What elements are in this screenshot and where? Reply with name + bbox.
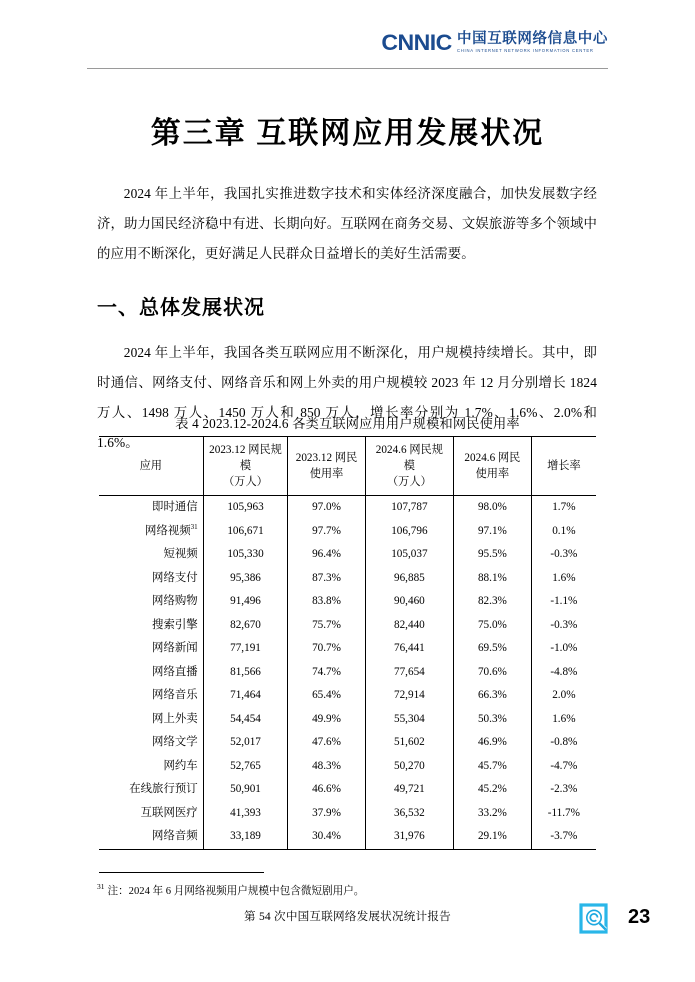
table-row xyxy=(99,567,596,591)
table-row xyxy=(99,520,596,544)
cell-size-2024: 82,440 xyxy=(365,614,453,638)
footer-report-title: 第 54 次中国互联网络发展状况统计报告 xyxy=(244,910,451,923)
cell-rate-2023: 87.3% xyxy=(288,567,365,591)
table-row xyxy=(99,802,596,826)
cell-rate-2024: 45.2% xyxy=(454,778,532,802)
header-rate-2024: 2024.6 网民 使用率 xyxy=(454,437,532,496)
table-row xyxy=(99,825,596,849)
cell-growth: -0.8% xyxy=(550,736,578,748)
table-row xyxy=(99,755,596,779)
page-number: 23 xyxy=(628,906,651,928)
cell-app: 网络购物 xyxy=(99,590,203,614)
cell-rate-2024: 50.3% xyxy=(454,708,532,732)
table-row xyxy=(99,661,596,685)
cell-rate-2024: 95.5% xyxy=(454,543,532,567)
header-growth: 增长率 xyxy=(531,437,596,496)
cell-rate-2024: 70.6% xyxy=(454,661,532,685)
cell-app: 在线旅行预订 xyxy=(99,778,203,802)
cell-size-2024: 96,885 xyxy=(365,567,453,591)
cell-size-2024: 105,037 xyxy=(365,543,453,567)
cell-app: 网络文学 xyxy=(99,731,203,755)
table-row xyxy=(99,496,596,520)
cell-growth: 1.6% xyxy=(552,712,576,725)
cell-app: 网络直播 xyxy=(99,661,203,685)
cell-growth: -4.8% xyxy=(550,665,578,678)
cell-rate-2023: 97.0% xyxy=(288,496,365,520)
cell-app: 短视频 xyxy=(99,543,203,567)
cell-size-2023: 52,017 xyxy=(203,731,288,755)
cell-rate-2024: 29.1% xyxy=(454,825,532,849)
cell-growth: -4.7% xyxy=(550,759,578,772)
cell-growth: -1.1% xyxy=(550,595,578,607)
cnnic-logo-english: CHINA INTERNET NETWORK INFORMATION CENTER xyxy=(457,48,594,54)
footnote-divider xyxy=(99,872,264,873)
cell-rate-2023: 83.8% xyxy=(288,590,365,614)
table-body xyxy=(99,496,596,850)
section-heading: 一、总体发展状况 xyxy=(97,296,265,319)
cell-size-2023: 33,189 xyxy=(203,825,288,849)
cell-rate-2024: 66.3% xyxy=(454,684,532,708)
cell-size-2024: 90,460 xyxy=(365,590,453,614)
table-row xyxy=(99,684,596,708)
cell-rate-2024: 97.1% xyxy=(454,520,532,544)
footnote xyxy=(97,884,577,900)
cell-rate-2024: 98.0% xyxy=(454,496,532,520)
table-row xyxy=(99,637,596,661)
cell-size-2023: 41,393 xyxy=(203,802,288,826)
page-header xyxy=(87,26,608,68)
cell-size-2024: 72,914 xyxy=(365,684,453,708)
cell-size-2024: 76,441 xyxy=(365,637,453,661)
cell-rate-2024: 88.1% xyxy=(454,567,532,591)
cell-app: 网络新闻 xyxy=(99,637,203,661)
cell-app: 网络音频 xyxy=(99,825,203,849)
cell-app: 网络视频$^{31}$ xyxy=(99,520,203,544)
table-row xyxy=(99,614,596,638)
table-header-row xyxy=(99,437,596,496)
table-row xyxy=(99,708,596,732)
cell-rate-2023: 96.4% xyxy=(288,543,365,567)
cell-growth: -11.7% xyxy=(547,806,580,819)
table-caption: 表 4 2023.12-2024.6 各类互联网应用用户规模和网民使用率 xyxy=(175,416,520,431)
table-row xyxy=(99,590,596,614)
cell-size-2023: 77,191 xyxy=(203,637,288,661)
app-usage-table xyxy=(99,436,596,850)
cell-rate-2024: 82.3% xyxy=(454,590,532,614)
cell-rate-2023: 74.7% xyxy=(288,661,365,685)
cell-rate-2024: 46.9% xyxy=(454,731,532,755)
intro-paragraph: 2024 年上半年，我国扎实推进数字技术和实体经济深度融合，加快发展数字经济，助力国民经济稳中有进、长期向好。互联网在商务交易、文娱旅游等多个领域中的应用不断深化，更好满足人民群众日益增长的美好生活需要。 xyxy=(97,186,597,262)
header-size-2024: 2024.6 网民规模 （万人） xyxy=(365,437,453,496)
cell-size-2023: 71,464 xyxy=(203,684,288,708)
cell-growth: -0.3% xyxy=(550,618,578,631)
cell-rate-2023: 49.9% xyxy=(288,708,365,732)
table-row xyxy=(99,543,596,567)
cell-growth: -3.7% xyxy=(531,825,596,849)
cell-size-2024: 55,304 xyxy=(365,708,453,732)
cell-growth: 1.6% xyxy=(552,571,576,584)
cell-rate-2023: 48.3% xyxy=(288,755,365,779)
header-size-2023: 2023.12 网民规模 （万人） xyxy=(203,437,288,496)
cell-rate-2023: 37.9% xyxy=(288,802,365,826)
cell-rate-2024: 33.2% xyxy=(454,802,532,826)
header-divider xyxy=(87,68,608,69)
cell-app: 搜索引擎 xyxy=(99,614,203,638)
cell-size-2024: 36,532 xyxy=(365,802,453,826)
cell-footnote-marker: 31 xyxy=(190,522,198,531)
cnnic-logo xyxy=(383,32,608,54)
cell-size-2024: 106,796 xyxy=(365,520,453,544)
cell-growth: 2.0% xyxy=(552,689,576,701)
header-rate-2023: 2023.12 网民 使用率 xyxy=(288,437,365,496)
table-header xyxy=(99,437,596,496)
cell-size-2023: 105,963 xyxy=(203,496,288,520)
cell-size-2023: 54,454 xyxy=(203,708,288,732)
cell-rate-2023: 46.6% xyxy=(288,778,365,802)
footnote-text: 注：2024 年 6 月网络视频用户规模中包含微短剧用户。 xyxy=(107,886,365,897)
chapter-title: 第三章 互联网应用发展状况 xyxy=(150,117,545,151)
cell-rate-2023: 65.4% xyxy=(288,684,365,708)
cell-app: 网络音乐 xyxy=(99,684,203,708)
cell-size-2023: 81,566 xyxy=(203,661,288,685)
cnnic-wordmark: CNNIC xyxy=(381,30,452,56)
cell-rate-2024: 69.5% xyxy=(454,637,532,661)
cell-rate-2024: 75.0% xyxy=(454,614,532,638)
cell-growth: 0.1% xyxy=(552,524,576,537)
cell-rate-2023: 70.7% xyxy=(288,637,365,661)
cell-size-2023: 106,671 xyxy=(203,520,288,544)
table-row xyxy=(99,778,596,802)
cell-size-2024: 51,602 xyxy=(365,731,453,755)
cell-app: 网约车 xyxy=(99,755,203,779)
cell-app: 即时通信 xyxy=(99,496,203,520)
cell-growth: 1.7% xyxy=(552,501,576,513)
footnote-marker: 31 xyxy=(97,882,105,892)
cell-size-2024: 49,721 xyxy=(365,778,453,802)
table-row xyxy=(99,731,596,755)
cell-size-2023: 95,386 xyxy=(203,567,288,591)
cell-rate-2023: 30.4% xyxy=(288,825,365,849)
cell-size-2023: 91,496 xyxy=(203,590,288,614)
cell-rate-2023: 75.7% xyxy=(288,614,365,638)
cell-growth: -0.3% xyxy=(550,548,578,560)
cell-size-2024: 77,654 xyxy=(365,661,453,685)
cell-size-2024: 50,270 xyxy=(365,755,453,779)
cell-size-2023: 50,901 xyxy=(203,778,288,802)
cell-growth: -1.0% xyxy=(550,642,578,654)
cell-size-2024: 31,976 xyxy=(365,825,453,849)
header-app: 应用 xyxy=(99,437,203,496)
cell-app: 网上外卖 xyxy=(99,708,203,732)
cell-size-2023: 105,330 xyxy=(203,543,288,567)
cell-rate-2023: 97.7% xyxy=(288,520,365,544)
cnnic-logo-text xyxy=(457,32,608,54)
cell-size-2024: 107,787 xyxy=(365,496,453,520)
cnnic-emblem-icon xyxy=(578,903,612,937)
cell-size-2023: 52,765 xyxy=(203,755,288,779)
cnnic-logo-chinese: 中国互联网络信息中心 xyxy=(457,31,608,47)
cell-size-2023: 82,670 xyxy=(203,614,288,638)
cell-app: 网络支付 xyxy=(99,567,203,591)
cell-app: 互联网医疗 xyxy=(99,802,203,826)
cell-growth: -2.3% xyxy=(550,783,578,795)
section-paragraph: 2024 年上半年，我国各类互联网应用不断深化，用户规模持续增长。其中，即时通信、网络支付、网络音乐和网上外卖的用户规模较 2023 年 12 月分别增长 1824 万人、1498 万人、1450 万人和 850 万人，增长率分别为 1.7%、1.6%、2.0%和 1.6%。 xyxy=(97,345,597,451)
cell-rate-2024: 45.7% xyxy=(454,755,532,779)
cell-rate-2023: 47.6% xyxy=(288,731,365,755)
